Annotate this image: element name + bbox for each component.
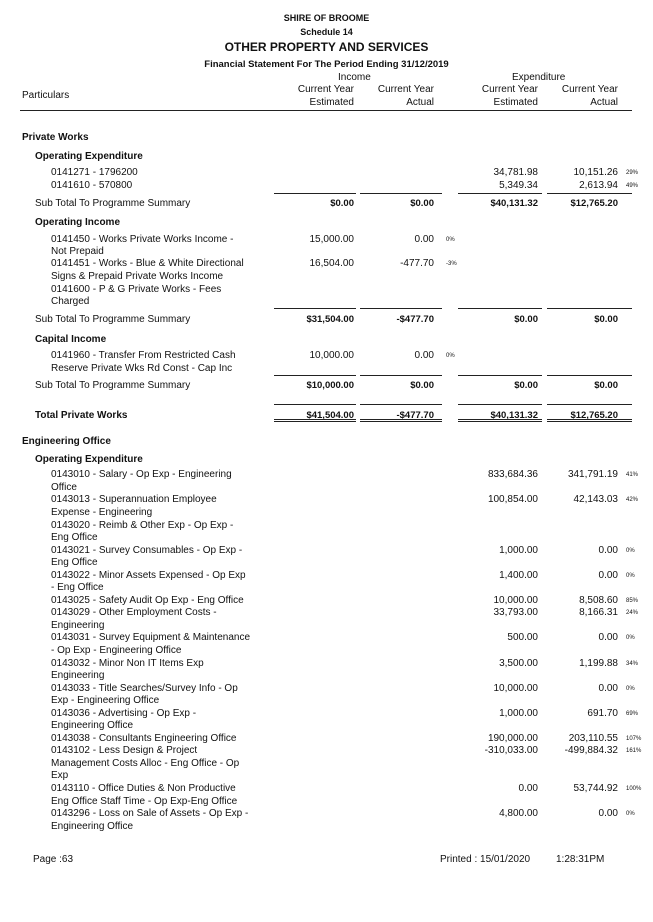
subtotal-rule [458,193,542,194]
page-subtitle: Financial Statement For The Period Ending 31/12/2019 [204,59,449,70]
subtotal-rule [458,421,542,422]
expenditure-actual-value: 0.00 [598,632,618,643]
page-title: OTHER PROPERTY AND SERVICES [224,40,429,54]
line-text: 0143296 - Loss on Sale of Assets - Op Exp - [51,808,249,819]
line-text: Eng Office Staff Time - Op Exp-Eng Office [51,796,238,807]
line-text: - Eng Office [51,582,104,593]
subtotal-rule [360,308,442,309]
expenditure-actual-value: 341,791.19 [567,469,618,480]
col-header-exp-act-2: Actual [590,97,618,108]
expenditure-estimated-value: 4,800.00 [499,808,538,819]
income-actual-value: 0.00 [414,350,434,361]
subtotal-label: Sub Total To Programme Summary [35,380,191,391]
shire-name: SHIRE OF BROOME [283,13,370,23]
expenditure-percent: 42% [626,497,639,503]
expenditure-actual-value: 42,143.03 [573,494,618,505]
section-heading: Operating Expenditure [35,151,143,162]
expenditure-percent: 34% [626,661,639,667]
line-text: Not Prepaid [51,246,104,257]
line-text: 0141451 - Works - Blue & White Directional [51,258,244,269]
expenditure-percent: 0% [626,635,635,641]
income-actual-value: $0.00 [410,198,434,209]
line-text: Reserve Private Wks Rd Const - Cap Inc [51,363,233,374]
income-estimated-value: 15,000.00 [309,234,354,245]
expenditure-percent: 0% [626,811,635,817]
line-text: 0143020 - Reimb & Other Exp - Op Exp - [51,520,234,531]
income-percent: -3% [446,261,457,267]
line-text: 0141960 - Transfer From Restricted Cash [51,350,236,361]
line-text: 0143010 - Salary - Op Exp - Engineering [51,469,232,480]
expenditure-percent: 41% [626,472,639,478]
expenditure-percent: 161% [626,748,642,754]
col-header-expenditure: Expenditure [512,72,566,83]
line-text: Eng Office [51,532,98,543]
line-text: 0143021 - Survey Consumables - Op Exp - [51,545,243,556]
expenditure-estimated-value: $40,131.32 [490,410,538,421]
expenditure-percent: 0% [626,686,635,692]
income-estimated-value: 10,000.00 [309,350,354,361]
expenditure-actual-value: 203,110.55 [568,733,618,744]
subtotal-rule [458,308,542,309]
line-text: 0143013 - Superannuation Employee [51,494,217,505]
total-label: Total Private Works [35,410,128,421]
line-text: 0143025 - Safety Audit Op Exp - Eng Office [51,595,244,606]
section-heading: Engineering Office [22,436,111,447]
income-percent: 0% [446,237,455,243]
col-header-exp-est-2: Estimated [493,97,538,108]
col-header-exp-act-1: Current Year [561,84,618,95]
subtotal-label: Sub Total To Programme Summary [35,314,191,325]
subtotal-rule [458,375,542,376]
line-text: Charged [51,296,90,307]
income-estimated-value: $41,504.00 [306,410,354,421]
line-text: Engineering [51,670,105,681]
col-header-income-act-1: Current Year [377,84,434,95]
subtotal-rule [547,193,632,194]
col-header-income: Income [338,72,371,83]
line-text: Exp [51,770,69,781]
expenditure-actual-value: 0.00 [598,545,618,556]
page-number: Page :63 [33,854,74,865]
subtotal-rule [547,308,632,309]
line-text: 0143022 - Minor Assets Expensed - Op Exp [51,570,246,581]
subtotal-rule [458,404,542,405]
line-text: 0143029 - Other Employment Costs - [51,607,217,618]
subtotal-rule [274,419,356,420]
line-text: - Op Exp - Engineering Office [51,645,182,656]
subtotal-rule [360,419,442,420]
subtotal-rule [274,375,356,376]
subtotal-rule [547,404,632,405]
section-heading: Private Works [22,132,89,143]
expenditure-estimated-value: 500.00 [507,632,538,643]
subtotal-rule [360,421,442,422]
line-text: Expense - Engineering [51,507,153,518]
line-text: 0143038 - Consultants Engineering Office [51,733,237,744]
line-text: 0143031 - Survey Equipment & Maintenance [51,632,251,643]
line-text: 0141610 - 570800 [51,180,133,191]
line-text: Engineering Office [51,720,134,731]
expenditure-estimated-value: -310,033.00 [484,745,538,756]
expenditure-percent: 0% [626,573,635,579]
expenditure-actual-value: 1,199.88 [579,658,618,669]
expenditure-percent: 29% [626,170,639,176]
printed-date: Printed : 15/01/2020 [440,854,531,865]
income-actual-value: -$477.70 [396,314,434,325]
line-text: 0141271 - 1796200 [51,167,138,178]
expenditure-estimated-value: 33,793.00 [493,607,538,618]
line-text: Engineering Office [51,821,134,832]
line-text: 0141450 - Works Private Works Income - [51,234,234,245]
expenditure-actual-value: 0.00 [598,683,618,694]
expenditure-estimated-value: 10,000.00 [493,595,538,606]
expenditure-estimated-value: 833,684.36 [487,469,538,480]
subtotal-rule [547,419,632,420]
subtotal-rule [547,375,632,376]
subtotal-rule [274,193,356,194]
expenditure-actual-value: $12,765.20 [570,410,618,421]
line-text: 0143033 - Title Searches/Survey Info - Op [51,683,238,694]
expenditure-actual-value: $0.00 [594,380,618,391]
income-actual-value: -$477.70 [396,410,434,421]
expenditure-estimated-value: 3,500.00 [499,658,538,669]
expenditure-percent: 85% [626,598,639,604]
expenditure-percent: 49% [626,183,639,189]
expenditure-estimated-value: $0.00 [514,380,538,391]
expenditure-estimated-value: 0.00 [518,783,538,794]
line-text: 0141600 - P & G Private Works - Fees [51,284,222,295]
subtotal-label: Sub Total To Programme Summary [35,198,191,209]
expenditure-estimated-value: 1,400.00 [499,570,538,581]
subtotal-rule [547,421,632,422]
expenditure-estimated-value: $0.00 [514,314,538,325]
col-header-income-est-1: Current Year [297,84,354,95]
expenditure-actual-value: 8,508.60 [579,595,618,606]
line-text: 0143110 - Office Duties & Non Productive [51,783,236,794]
expenditure-actual-value: 0.00 [598,570,618,581]
col-header-income-act-2: Actual [406,97,434,108]
expenditure-percent: 24% [626,610,639,616]
line-text: Office [51,482,77,493]
expenditure-actual-value: 53,744.92 [573,783,618,794]
line-text: 0143032 - Minor Non IT Items Exp [51,658,204,669]
expenditure-estimated-value: 34,781.98 [493,167,538,178]
expenditure-actual-value: 0.00 [598,808,618,819]
header-rule [20,110,632,111]
expenditure-actual-value: -499,884.32 [564,745,618,756]
income-estimated-value: $10,000.00 [306,380,354,391]
income-actual-value: -477.70 [400,258,434,269]
subtotal-rule [360,404,442,405]
income-actual-value: 0.00 [414,234,434,245]
subtotal-rule [458,419,542,420]
col-header-exp-est-1: Current Year [481,84,538,95]
line-text: Management Costs Alloc - Eng Office - Op [51,758,240,769]
section-heading: Operating Expenditure [35,454,143,465]
expenditure-estimated-value: 190,000.00 [487,733,538,744]
subtotal-rule [360,193,442,194]
line-text: Engineering [51,620,105,631]
expenditure-estimated-value: 10,000.00 [493,683,538,694]
expenditure-estimated-value: 1,000.00 [499,545,538,556]
schedule-number: Schedule 14 [300,27,353,37]
line-text: Eng Office [51,557,98,568]
expenditure-actual-value: 10,151.26 [573,167,618,178]
income-estimated-value: 16,504.00 [309,258,354,269]
subtotal-rule [274,421,356,422]
col-header-particulars: Particulars [22,90,70,101]
line-text: Signs & Prepaid Private Works Income [51,271,224,282]
expenditure-actual-value: 2,613.94 [579,180,618,191]
col-header-income-est-2: Estimated [309,97,354,108]
expenditure-actual-value: 8,166.31 [579,607,618,618]
line-text: Exp - Engineering Office [51,695,160,706]
expenditure-actual-value: 691.70 [587,708,618,719]
expenditure-estimated-value: 1,000.00 [499,708,538,719]
expenditure-actual-value: $12,765.20 [570,198,618,209]
subtotal-rule [274,308,356,309]
income-percent: 0% [446,353,455,359]
expenditure-percent: 100% [626,786,642,792]
section-heading: Operating Income [35,217,121,228]
expenditure-percent: 0% [626,548,635,554]
line-text: 0143036 - Advertising - Op Exp - [51,708,197,719]
expenditure-percent: 69% [626,711,639,717]
expenditure-estimated-value: 5,349.34 [499,180,538,191]
line-text: 0143102 - Less Design & Project [51,745,198,756]
income-estimated-value: $31,504.00 [306,314,354,325]
income-estimated-value: $0.00 [330,198,354,209]
printed-time: 1:28:31PM [556,854,605,865]
income-actual-value: $0.00 [410,380,434,391]
section-heading: Capital Income [35,334,107,345]
expenditure-estimated-value: 100,854.00 [487,494,538,505]
expenditure-estimated-value: $40,131.32 [490,198,538,209]
subtotal-rule [360,375,442,376]
expenditure-percent: 107% [626,736,642,742]
subtotal-rule [274,404,356,405]
expenditure-actual-value: $0.00 [594,314,618,325]
